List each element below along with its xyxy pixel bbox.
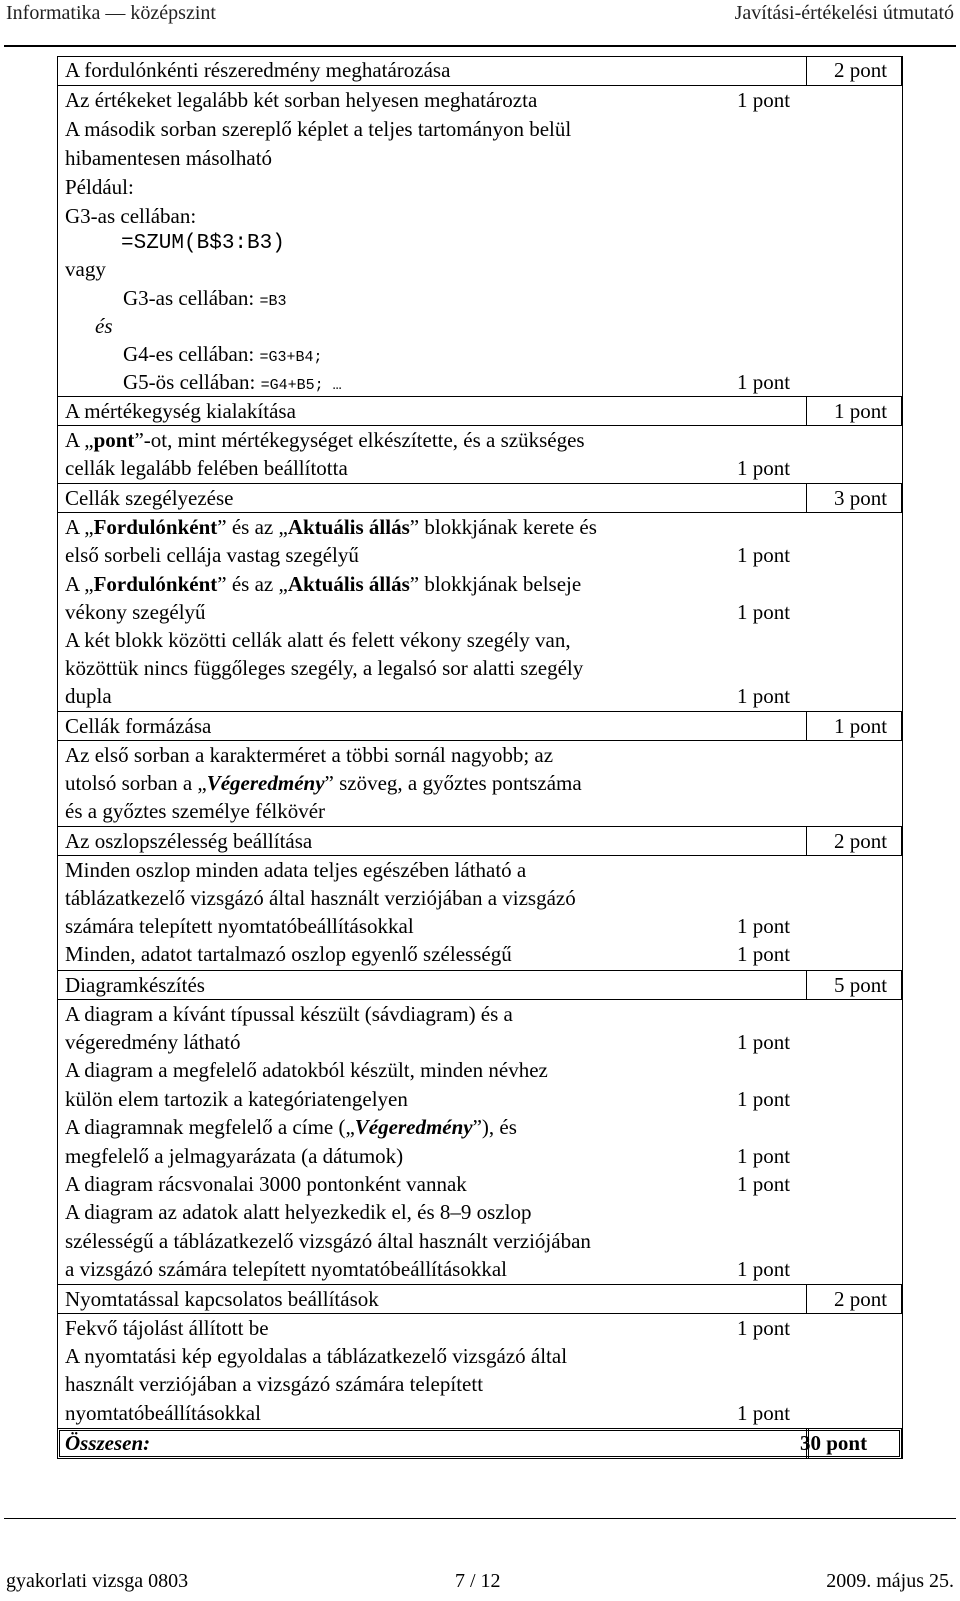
formula-text: =G4+B5; …	[260, 377, 342, 394]
section-title: Cellák formázása	[65, 714, 212, 738]
criterion-text: használt verziójában a vizsgázó számára telepített	[65, 1372, 484, 1396]
total-label: Összesen:	[65, 1431, 151, 1455]
section-points: 5 pont	[834, 973, 888, 997]
section-title: Cellák szegélyezése	[65, 486, 234, 510]
formula-text: =SZUM(B$3:B3)	[121, 232, 285, 255]
criterion-text: A diagram rácsvonalai 3000 pontonként vannak	[65, 1172, 467, 1196]
criterion-text: A „pont”-ot, mint mértékegységet elkészítette, és a szükséges	[65, 428, 585, 452]
page-number: 7 / 12	[455, 1570, 501, 1592]
criterion-text: a vizsgázó számára telepített nyomtatóbeállításokkal	[65, 1257, 507, 1281]
criterion-text: hibamentesen másolható	[65, 146, 273, 170]
criterion-text: A „Fordulónként” és az „Aktuális állás” blokkjának belseje	[65, 572, 582, 596]
criterion-text: táblázatkezelő vizsgázó által használt verziójában a vizsgázó	[65, 886, 576, 910]
section-points: 1 pont	[834, 714, 888, 738]
criterion-text: számára telepített nyomtatóbeállításokkal	[65, 914, 414, 938]
criterion-text: A második sorban szereplő képlet a teljes tartományon belül	[65, 117, 572, 141]
section-points: 3 pont	[834, 486, 888, 510]
column-separator	[806, 56, 807, 86]
criterion-text: utolsó sorban a „Végeredmény” szöveg, a győztes pontszáma	[65, 771, 582, 795]
page-header	[0, 0, 960, 30]
total-row	[57, 1428, 902, 1459]
column-separator	[806, 1284, 807, 1314]
criterion-text: A diagramnak megfelelő a címe („Végeredmény”), és	[65, 1115, 517, 1139]
criterion-points: 1 pont	[737, 1172, 791, 1196]
column-separator	[806, 826, 807, 856]
criterion-text: első sorbeli cellája vastag szegélyű	[65, 543, 359, 567]
section-title: Diagramkészítés	[65, 973, 205, 997]
criterion-text: és	[95, 314, 113, 338]
criterion-text: nyomtatóbeállításokkal	[65, 1401, 261, 1425]
section-title: Nyomtatással kapcsolatos beállítások	[65, 1287, 379, 1311]
section-title: A fordulónkénti részeredmény meghatározása	[65, 58, 451, 82]
criterion-text: A diagram a kívánt típussal készült (sávdiagram) és a	[65, 1002, 513, 1026]
criterion-text: megfelelő a jelmagyarázata (a dátumok)	[65, 1144, 404, 1168]
section-points: 2 pont	[834, 58, 888, 82]
criterion-text: Az első sorban a karakterméret a többi sornál nagyobb; az	[65, 743, 554, 767]
section-title: A mértékegység kialakítása	[65, 399, 296, 423]
column-separator	[806, 711, 807, 741]
column-separator	[806, 396, 807, 426]
criterion-text: dupla	[65, 684, 112, 708]
footer-exam-id: gyakorlati vizsga 0803	[6, 1570, 189, 1592]
criterion-points: 1 pont	[737, 543, 791, 567]
criterion-text: végeredmény látható	[65, 1030, 241, 1054]
criterion-points: 1 pont	[737, 684, 791, 708]
section-points: 2 pont	[834, 829, 888, 853]
criterion-points: 1 pont	[737, 914, 791, 938]
criterion-text: Minden, adatot tartalmazó oszlop egyenlő szélességű	[65, 942, 512, 966]
criterion-points: 1 pont	[737, 1030, 791, 1054]
criterion-text: A két blokk közötti cellák alatt és felett vékony szegély van,	[65, 628, 571, 652]
column-separator	[806, 483, 807, 513]
criterion-text: G4-es cellában: =G3+B4;	[123, 342, 323, 366]
footer-date: 2009. május 25.	[826, 1570, 954, 1592]
criterion-text: vagy	[65, 257, 106, 281]
criterion-text: és a győztes személye félkövér	[65, 799, 326, 823]
criterion-text: vékony szegélyű	[65, 600, 206, 624]
criterion-text: külön elem tartozik a kategóriatengelyen	[65, 1087, 408, 1111]
criterion-text: Minden oszlop minden adata teljes egészében látható a	[65, 858, 527, 882]
criterion-text: cellák legalább felében beállította	[65, 456, 348, 480]
criterion-text: A „Fordulónként” és az „Aktuális állás” blokkjának kerete és	[65, 515, 597, 539]
section-points: 1 pont	[834, 399, 888, 423]
header-subject: Informatika — középszint	[6, 2, 216, 24]
column-separator	[806, 970, 807, 1000]
criterion-text: Fekvő tájolást állított be	[65, 1316, 269, 1340]
criterion-text: közöttük nincs függőleges szegély, a legalsó sor alatti szegély	[65, 656, 584, 680]
formula-text: =G3+B4;	[259, 349, 323, 366]
criterion-text: Például:	[65, 175, 134, 199]
criterion-points: 1 pont	[737, 370, 791, 394]
criterion-points: 1 pont	[737, 1087, 791, 1111]
criterion-text: szélességű a táblázatkezelő vizsgázó által használt verziójában	[65, 1229, 591, 1253]
header-doc-title: Javítási-értékelési útmutató	[734, 2, 954, 24]
criterion-text: G3-as cellában:	[65, 204, 197, 228]
section-title: Az oszlopszélesség beállítása	[65, 829, 313, 853]
criterion-points: 1 pont	[737, 1401, 791, 1425]
criterion-text: A diagram a megfelelő adatokból készült, minden névhez	[65, 1058, 548, 1082]
criterion-text: Az értékeket legalább két sorban helyesen meghatározta	[65, 88, 538, 112]
header-rule	[4, 45, 956, 47]
criterion-text: G3-as cellában: =B3	[123, 286, 287, 310]
criterion-points: 1 pont	[737, 88, 791, 112]
criterion-points: 1 pont	[737, 942, 791, 966]
criterion-points: 1 pont	[737, 1257, 791, 1281]
formula-text: =B3	[259, 293, 287, 310]
table-right-border	[902, 56, 903, 1459]
criterion-text: A diagram az adatok alatt helyezkedik el, és 8–9 oszlop	[65, 1200, 532, 1224]
table-left-border	[57, 56, 58, 1459]
footer-rule	[4, 1518, 956, 1519]
criterion-points: 1 pont	[737, 1144, 791, 1168]
section-points: 2 pont	[834, 1287, 888, 1311]
criterion-points: 1 pont	[737, 456, 791, 480]
criterion-points: 1 pont	[737, 1316, 791, 1340]
criterion-text: G5-ös cellában: =G4+B5; …	[123, 370, 342, 394]
criterion-text: A nyomtatási kép egyoldalas a táblázatkezelő vizsgázó által	[65, 1344, 568, 1368]
total-points: 30 pont	[800, 1431, 868, 1455]
criterion-points: 1 pont	[737, 600, 791, 624]
